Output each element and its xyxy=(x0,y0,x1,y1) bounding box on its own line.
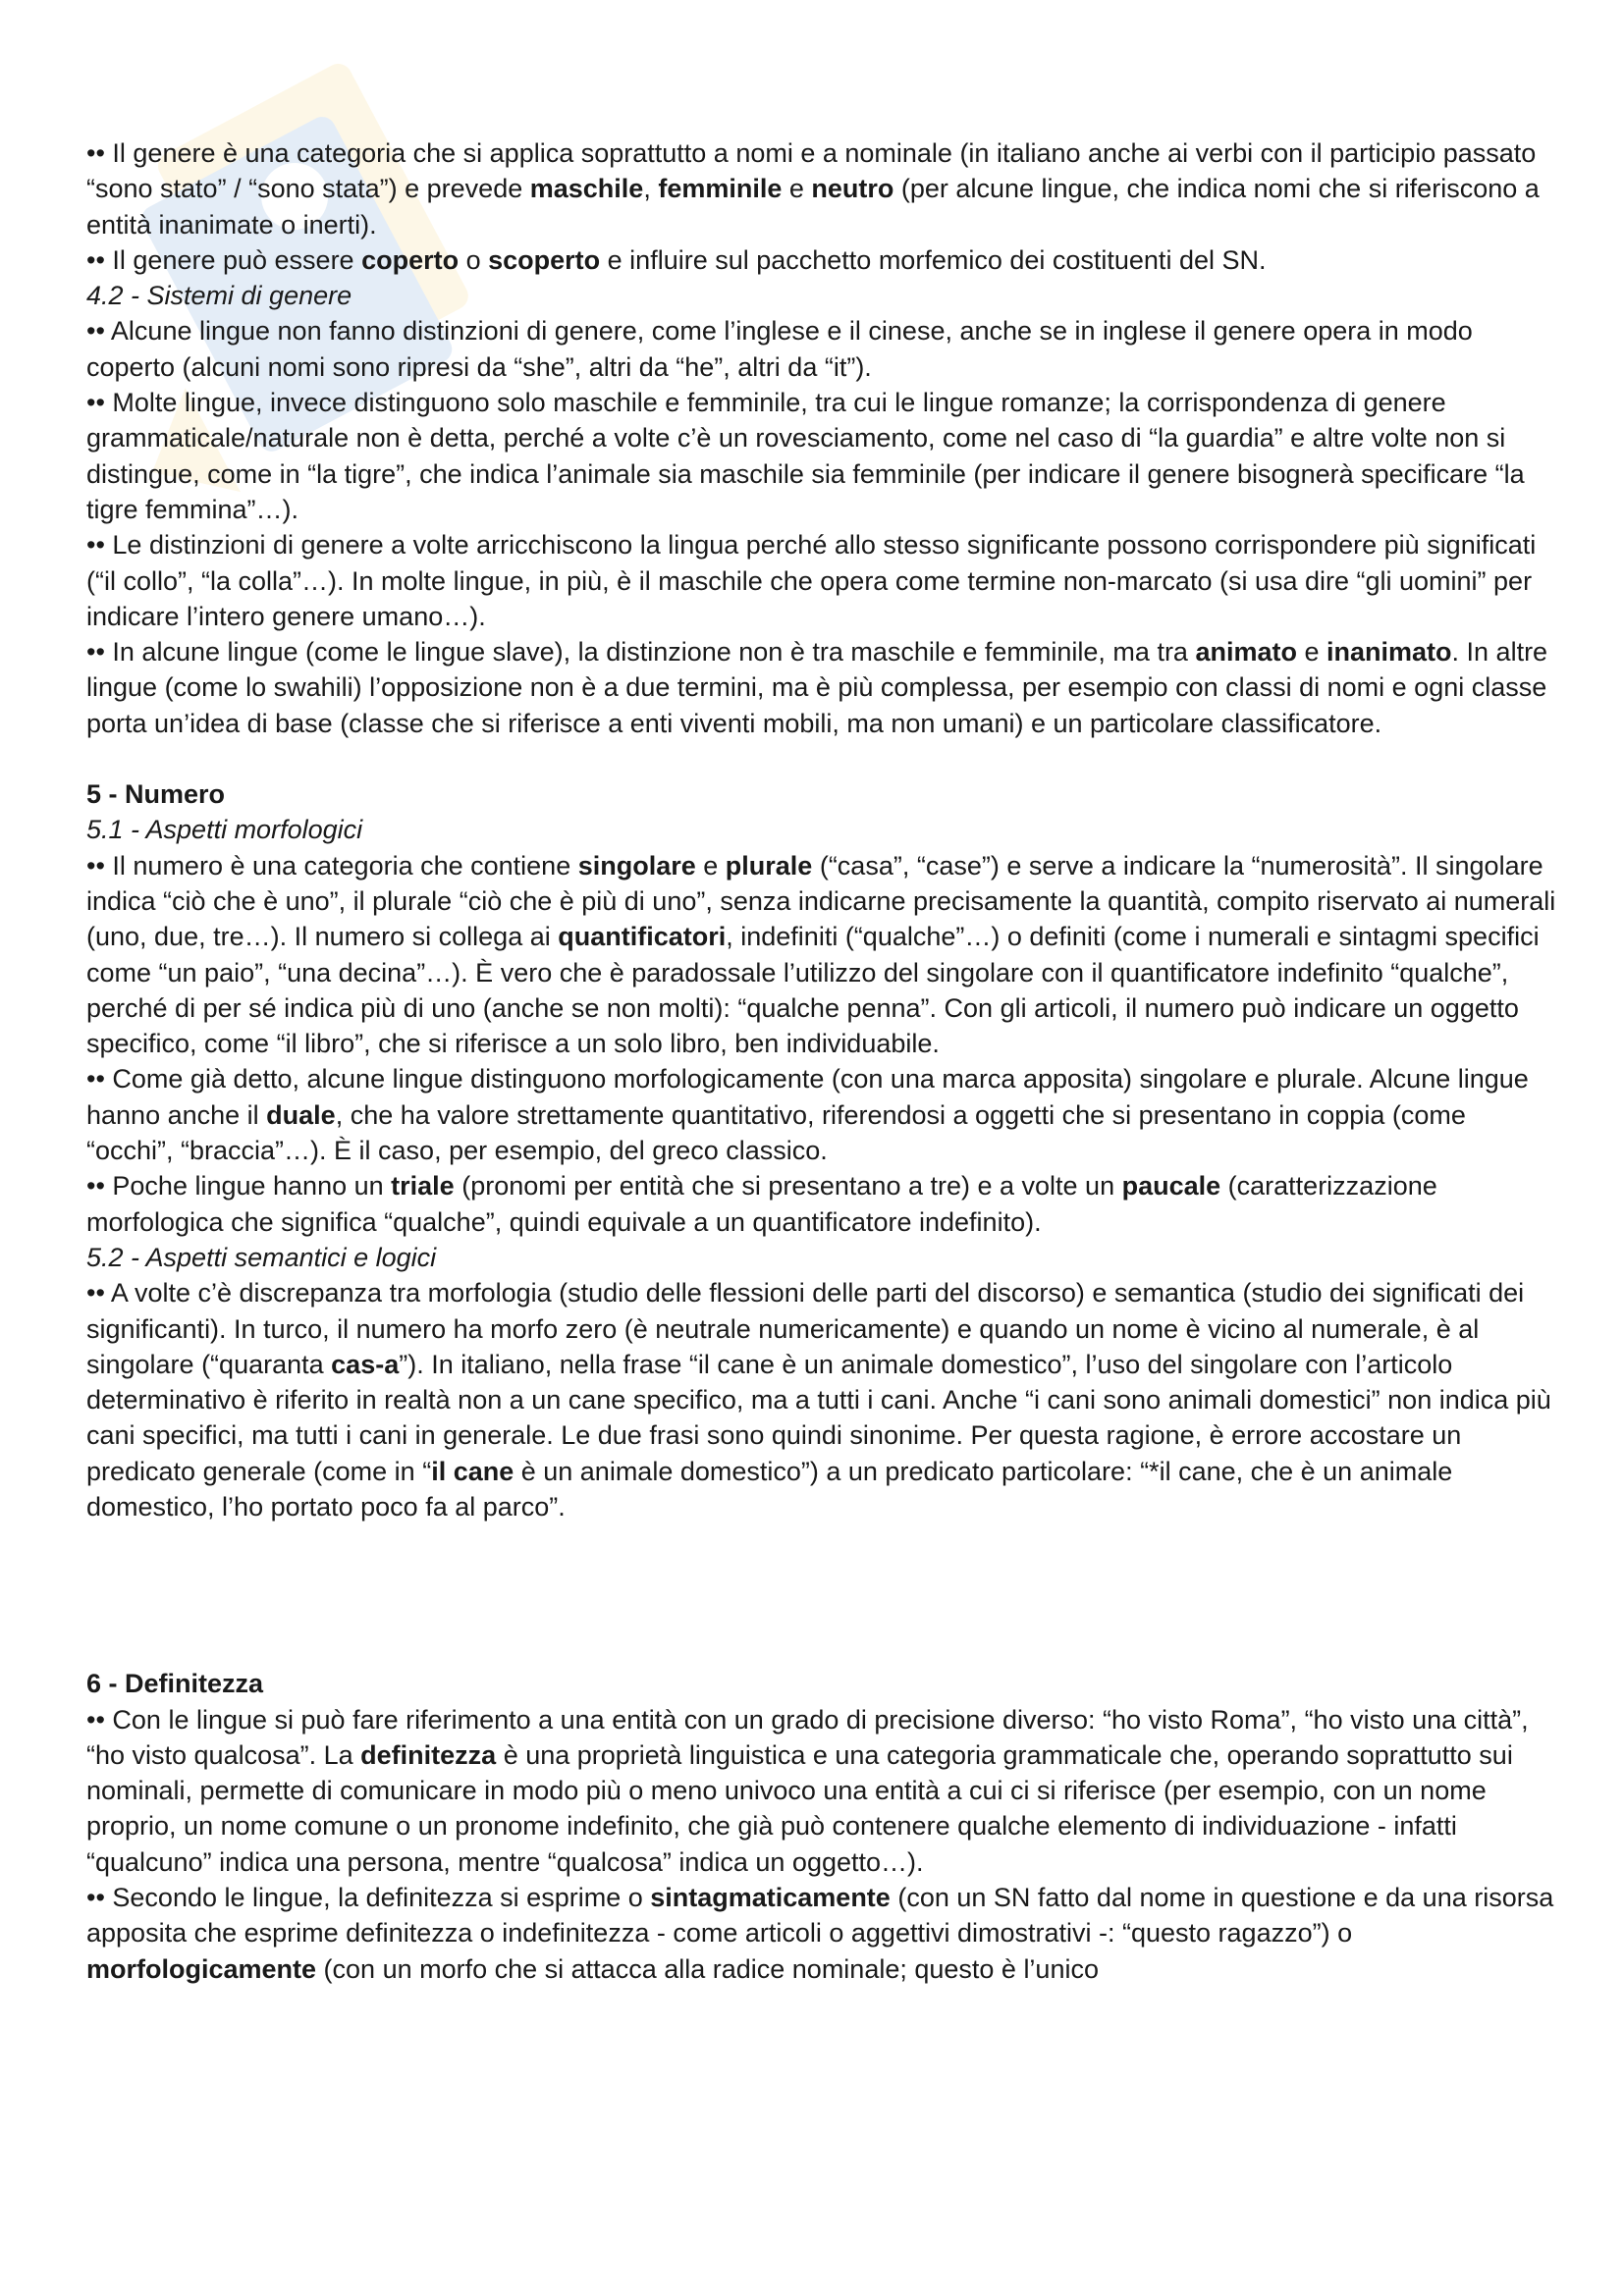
bold-term: coperto xyxy=(361,244,460,275)
text-run: e influire sul pacchetto morfemico dei costituenti del SN. xyxy=(600,244,1267,275)
text-run: e xyxy=(782,174,812,204)
text-run: •• Le distinzioni di genere a volte arricchiscono la lingua perché allo stesso significante possono corrispondere più significati (“il collo”, “la colla”…). In molte lingue, in più, è il maschile che opera come termine non-marcato (si usa dire “gli uomini” per indicare l’intero genere umano…). xyxy=(86,530,1537,631)
text-run: è un animale domestico”) a un predicato particolare: “*il cane, che è un animale domestico, l’ho portato poco fa al parco”. xyxy=(86,1456,1453,1522)
bold-term: cas-a xyxy=(331,1349,400,1379)
bold-term: morfologicamente xyxy=(86,1953,317,1984)
text-run: (pronomi per entità che si presentano a tre) e a volte un xyxy=(454,1171,1122,1201)
body-paragraph xyxy=(86,1275,1559,1524)
subsection-heading xyxy=(86,812,1559,847)
paragraph-spacer xyxy=(86,1524,1559,1666)
text-run: 6 - Definitezza xyxy=(86,1669,264,1699)
body-paragraph xyxy=(86,848,1559,1062)
text-run: 5 - Numero xyxy=(86,779,226,810)
text-run: . In altre lingue (come lo swahili) l’opposizione non è a due termini, ma è più complessa, per esempio con classi di nomi e ogni classe porta un’idea di base (classe che si riferisce a enti viventi mobili, ma non umani) e un particolare classificatore. xyxy=(86,637,1548,738)
text-run: •• Con le lingue si può fare riferimento a una entità con un grado di precisione diverso: “ho visto Roma”, “ho visto una città”, “ho visto qualcosa”. La xyxy=(86,1704,1529,1770)
text-run: (caratterizzazione morfologica che significa “qualche”, quindi equivale a un quantificatore indefinito). xyxy=(86,1171,1437,1237)
text-run: , indefiniti (“qualche”…) o definiti (come i numerali e sintagmi specifici come “un paio”, “una decina”…). È vero che è paradossale l’utilizzo del singolare con il quantificatore indefinito “qualche”, perché di per sé indica più di uno (anche se non molti): “qualche penna”. Con gli articoli, il numero può indicare un oggetto specifico, come “il libro”, che si riferisce a un solo libro, ben individuabile. xyxy=(86,922,1540,1059)
text-run: , che ha valore strettamente quantitativo, riferendosi a oggetti che si presentano in coppia (come “occhi”, “braccia”…). È il caso, per esempio, del greco classico. xyxy=(86,1099,1466,1166)
text-run: •• In alcune lingue (come le lingue slave), la distinzione non è tra maschile e femminile, ma tra xyxy=(86,637,1196,667)
body-paragraph xyxy=(86,242,1559,278)
text-run: , xyxy=(643,174,659,204)
body-paragraph xyxy=(86,1168,1559,1240)
text-run: •• Come già detto, alcune lingue distinguono morfologicamente (con una marca apposita) singolare e plurale. Alcune lingue hanno anche il xyxy=(86,1064,1529,1130)
bold-term: inanimato xyxy=(1326,637,1452,667)
text-run: ”). In italiano, nella frase “il cane è un animale domestico”, l’uso del singolare con l’articolo determinativo è riferito in realtà non a un cane specifico, ma a tutti i cani. Anche “i cani sono animali domestici” non indica più cani specifici, ma tutti i cani in generale. Le due frasi sono quindi sinonime. Per questa ragione, è errore accostare un predicato generale (come in “ xyxy=(86,1349,1551,1486)
text-run: 5.2 - Aspetti semantici e logici xyxy=(86,1242,437,1272)
text-run: •• Il numero è una categoria che contiene xyxy=(86,850,578,881)
bold-term: quantificatori xyxy=(558,922,727,952)
bold-term: neutro xyxy=(811,174,894,204)
body-paragraph xyxy=(86,1702,1559,1880)
text-run: •• Il genere è una categoria che si applica soprattutto a nomi e a nominale (in italiano anche ai verbi con il participio passato “sono stato” / “sono stata”) e prevede xyxy=(86,138,1537,204)
bold-term: plurale xyxy=(725,850,813,881)
bold-term: duale xyxy=(266,1099,336,1130)
text-run: (per alcune lingue, che indica nomi che si riferiscono a entità inanimate o inerti). xyxy=(86,174,1540,240)
bold-term: scoperto xyxy=(488,244,601,275)
text-run: 5.1 - Aspetti morfologici xyxy=(86,815,363,845)
text-run: •• Alcune lingue non fanno distinzioni di genere, come l’inglese e il cinese, anche se in inglese il genere opera in modo coperto (alcuni nomi sono ripresi da “she”, altri da “he”, altri da “it”). xyxy=(86,316,1473,382)
subsection-heading xyxy=(86,278,1559,313)
paragraph-spacer xyxy=(86,741,1559,776)
text-run: •• Secondo le lingue, la definitezza si esprime o xyxy=(86,1883,651,1913)
section-heading xyxy=(86,776,1559,812)
subsection-heading xyxy=(86,1240,1559,1275)
section-heading xyxy=(86,1666,1559,1701)
bold-term: animato xyxy=(1195,637,1297,667)
text-run: •• A volte c’è discrepanza tra morfologia (studio delle flessioni delle parti del discorso) e semantica (studio dei significati dei significanti). In turco, il numero ha morfo zero (è neutrale numericamente) e quando un nome è vicino al numerale, è al singolare (“quaranta xyxy=(86,1278,1525,1379)
bold-term: il cane xyxy=(431,1456,514,1486)
body-paragraph xyxy=(86,1061,1559,1168)
bold-term: triale xyxy=(391,1171,455,1201)
text-run: (“casa”, “case”) e serve a indicare la “numerosità”. Il singolare indica “ciò che è uno”, il plurale “ciò che è più di uno”, senza indicarne precisamente la quantità, compito riservato ai numerali (uno, due, tre…). Il numero si collega ai xyxy=(86,850,1556,952)
text-run: e xyxy=(695,850,726,881)
bold-term: femminile xyxy=(658,174,783,204)
body-paragraph xyxy=(86,1880,1559,1987)
text-run: (con un SN fatto dal nome in questione e da una risorsa apposita che esprime definitezza o indefinitezza - come articoli o aggettivi dimostrativi -: “questo ragazzo”) o xyxy=(86,1883,1554,1949)
body-paragraph xyxy=(86,313,1559,385)
body-paragraph xyxy=(86,385,1559,527)
text-run: •• Molte lingue, invece distinguono solo maschile e femminile, tra cui le lingue romanze; la corrispondenza di genere grammaticale/naturale non è detta, perché a volte c’è un rovesciamento, come nel caso di “la guardia” e altre volte non si distingue, come in “la tigre”, che indica l’animale sia maschile sia femminile (per indicare il genere bisognerà specificare “la tigre femmina”…). xyxy=(86,388,1525,524)
text-run: •• Poche lingue hanno un xyxy=(86,1171,392,1201)
bold-term: paucale xyxy=(1121,1171,1221,1201)
bold-term: maschile xyxy=(529,174,644,204)
text-run: •• Il genere può essere xyxy=(86,244,362,275)
bold-term: singolare xyxy=(577,850,696,881)
text-run: e xyxy=(1296,637,1327,667)
body-paragraph xyxy=(86,135,1559,242)
text-run: è una proprietà linguistica e una categoria grammaticale che, operando soprattutto sui nominali, permette di comunicare in modo più o meno univoco una entità a cui ci si riferisce (per esempio, con un nome proprio, un nome comune o un pronome indefinito, che già può contenere qualche elemento di individuazione - infatti “qualcuno” indica una persona, mentre “qualcosa” indica un oggetto…). xyxy=(86,1739,1513,1877)
bold-term: sintagmaticamente xyxy=(650,1883,891,1913)
body-paragraph xyxy=(86,634,1559,741)
text-run: 4.2 - Sistemi di genere xyxy=(86,281,352,311)
body-paragraph xyxy=(86,527,1559,634)
document-page xyxy=(86,135,1559,1987)
text-run: o xyxy=(459,244,489,275)
text-run: (con un morfo che si attacca alla radice nominale; questo è l’unico xyxy=(316,1953,1099,1984)
bold-term: definitezza xyxy=(360,1739,497,1770)
